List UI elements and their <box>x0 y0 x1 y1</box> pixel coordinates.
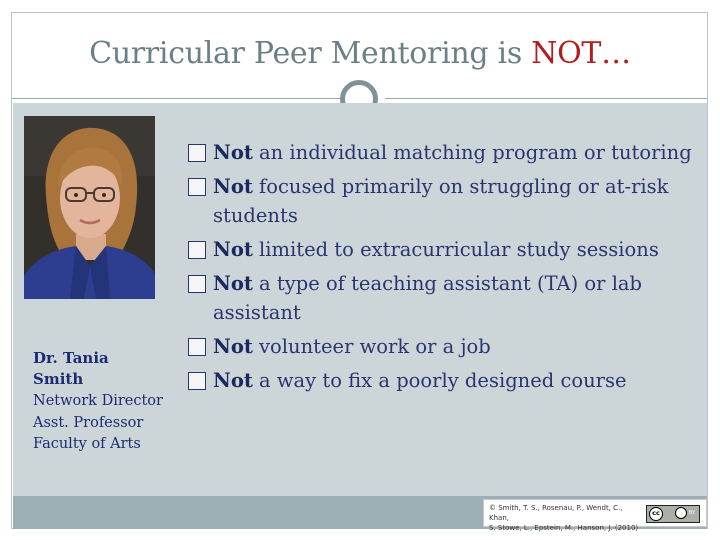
license-tag: BY <box>689 510 696 516</box>
bullet-item <box>188 235 698 264</box>
checkbox-bullet-icon <box>188 144 206 162</box>
checkbox-bullet-icon <box>188 338 206 356</box>
checkbox-bullet-icon <box>188 178 206 196</box>
title-emphasis: NOT… <box>531 36 631 71</box>
profile-role: Network Director Asst. Professor Faculty of Arts <box>33 393 163 452</box>
credit-citation <box>489 503 641 533</box>
bullet-keyword: Not <box>213 369 253 392</box>
bullet-keyword: Not <box>213 335 253 358</box>
credit-line-1: © Smith, T. S., Rosenau, P., Wendt, C., Khan, <box>489 504 623 522</box>
bullet-keyword: Not <box>213 141 253 164</box>
profile-caption <box>33 348 163 456</box>
bullet-list <box>188 138 698 400</box>
bullet-text: an individual matching program or tutoring <box>252 141 692 164</box>
credit-box <box>483 499 707 532</box>
bullet-text: a type of teaching assistant (TA) or lab assistant <box>213 272 643 324</box>
profile-name: Dr. Tania Smith <box>33 349 109 388</box>
title-divider-left <box>12 98 342 99</box>
slide-title <box>0 36 720 71</box>
checkbox-bullet-icon <box>188 241 206 259</box>
cc-by-icon <box>646 505 700 523</box>
profile-photo <box>24 116 155 299</box>
cc-icon: cc <box>649 507 663 521</box>
bullet-keyword: Not <box>213 175 253 198</box>
bullet-text: focused primarily on struggling or at-risk students <box>213 175 669 227</box>
bullet-keyword: Not <box>213 272 253 295</box>
bullet-item <box>188 366 698 395</box>
title-main: Curricular Peer Mentoring is <box>89 36 532 71</box>
bullet-text: volunteer work or a job <box>252 335 491 358</box>
bullet-text: limited to extracurricular study sessions <box>252 238 659 261</box>
bullet-item <box>188 172 698 230</box>
attribution-person-icon <box>675 507 687 519</box>
bullet-item <box>188 138 698 167</box>
credit-line-2: S. Stowe, L., Epstein, M., Hanson, J. (2010) <box>489 524 639 532</box>
bullet-item <box>188 269 698 327</box>
checkbox-bullet-icon <box>188 275 206 293</box>
bullet-item <box>188 332 698 361</box>
checkbox-bullet-icon <box>188 372 206 390</box>
bullet-keyword: Not <box>213 238 253 261</box>
title-divider-right <box>385 98 707 99</box>
bullet-text: a way to fix a poorly designed course <box>252 369 627 392</box>
